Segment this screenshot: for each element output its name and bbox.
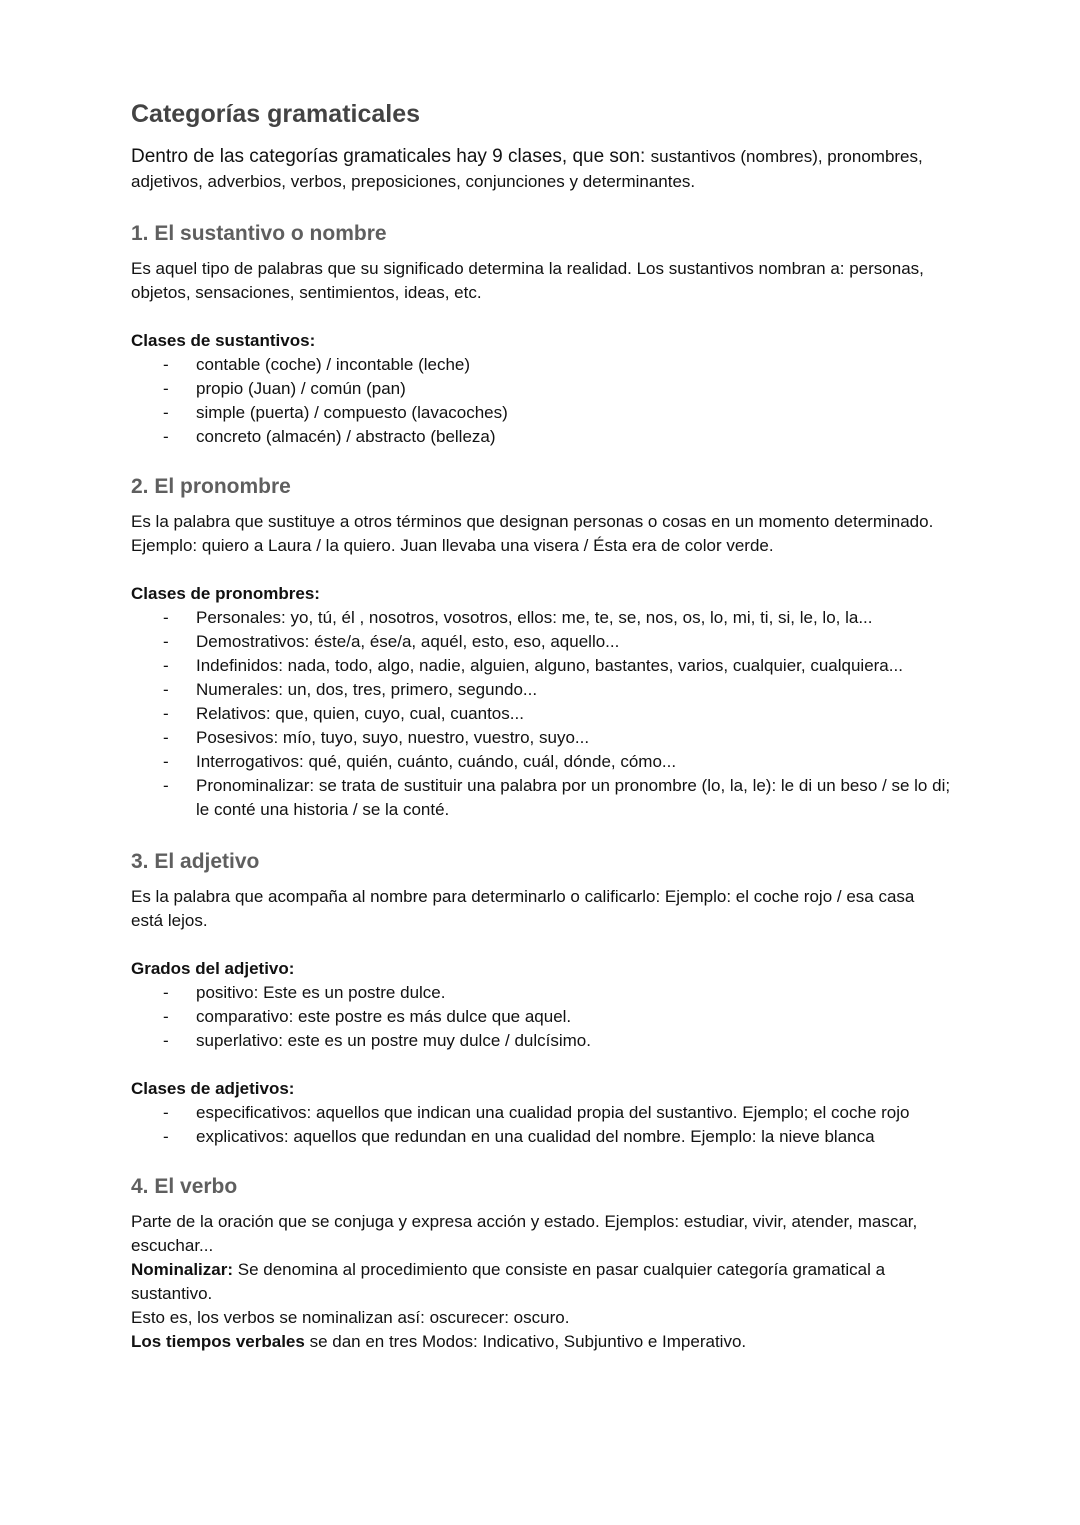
tiempos-paragraph — [131, 1330, 951, 1354]
section-paragraph: Es la palabra que acompaña al nombre para determinarlo o calificarlo: Ejemplo: el coche rojo / esa casa está lejos. — [131, 887, 915, 930]
section-verbo — [131, 1173, 951, 1354]
list-item: - Demostrativos: éste/a, ése/a, aquél, esto, eso, aquello... — [131, 630, 951, 654]
list-item: - explicativos: aquellos que redundan en una cualidad del nombre. Ejemplo: la nieve blanca — [131, 1125, 951, 1149]
list-item: - Numerales: un, dos, tres, primero, segundo... — [131, 678, 951, 702]
list-title: Grados del adjetivo: — [131, 959, 295, 978]
list-item: - Posesivos: mío, tuyo, suyo, nuestro, vuestro, suyo... — [131, 726, 951, 750]
section-heading: 2. El pronombre — [131, 475, 291, 498]
list-item: - Personales: yo, tú, él , nosotros, vosotros, ellos: me, te, se, nos, os, lo, mi, ti, si, le, lo, la... — [131, 606, 951, 630]
list-item: - propio (Juan) / común (pan) — [131, 377, 951, 401]
section-adjetivo — [131, 848, 951, 1149]
section-heading: 4. El verbo — [131, 1175, 238, 1198]
list-item: - Pronominalizar: se trata de sustituir una palabra por un pronombre (lo, la, le): le di un beso / se lo di; le conté una historia / se la conté. — [131, 774, 951, 822]
pronombre-classes-list — [131, 606, 951, 822]
intro-paragraph — [131, 144, 951, 194]
nominalizar-example: Esto es, los verbos se nominalizan así: oscurecer: oscuro. — [131, 1308, 570, 1327]
page-title: Categorías gramaticales — [131, 100, 421, 128]
list-item: - positivo: Este es un postre dulce. — [131, 981, 951, 1005]
document — [131, 98, 951, 1354]
section-heading: 3. El adjetivo — [131, 850, 260, 873]
list-title: Clases de adjetivos: — [131, 1079, 295, 1098]
section-heading: 1. El sustantivo o nombre — [131, 222, 387, 245]
nominalizar-text: Se denomina al procedimiento que consiste en pasar cualquier categoría gramatical a sustantivo. — [131, 1260, 886, 1303]
list-title: Clases de pronombres: — [131, 584, 320, 603]
list-item: - contable (coche) / incontable (leche) — [131, 353, 951, 377]
list-item: - Relativos: que, quien, cuyo, cual, cuantos... — [131, 702, 951, 726]
list-item: - simple (puerta) / compuesto (lavacoches) — [131, 401, 951, 425]
list-title: Clases de sustantivos: — [131, 331, 316, 350]
adjetivo-classes-list — [131, 1101, 951, 1149]
section-paragraph: Parte de la oración que se conjuga y expresa acción y estado. Ejemplos: estudiar, vivir, atender, mascar, escuchar... — [131, 1212, 918, 1255]
list-item: - concreto (almacén) / abstracto (belleza) — [131, 425, 951, 449]
tiempos-text: se dan en tres Modos: Indicativo, Subjuntivo e Imperativo. — [304, 1332, 747, 1351]
list-item: - comparativo: este postre es más dulce que aquel. — [131, 1005, 951, 1029]
adjetivo-grades-list — [131, 981, 951, 1053]
section-sustantivo — [131, 220, 951, 449]
section-paragraph: Es aquel tipo de palabras que su significado determina la realidad. Los sustantivos nombran a: personas, objetos, sensaciones, sentimientos, ideas, etc. — [131, 259, 924, 302]
section-pronombre — [131, 473, 951, 822]
section-paragraph: Es la palabra que sustituye a otros términos que designan personas o cosas en un momento determinado. Ejemplo: quiero a Laura / la quiero. Juan llevaba una visera / Ésta era de color verde. — [131, 512, 934, 555]
intro-lead: Dentro de las categorías gramaticales hay 9 clases, que son: — [131, 146, 651, 167]
intro-categories: sustantivos (nombres), pronombres, adjetivos, adverbios, verbos, preposiciones, conjunciones y determinantes. — [131, 147, 923, 191]
sustantivo-classes-list — [131, 353, 951, 449]
list-item: - especificativos: aquellos que indican una cualidad propia del sustantivo. Ejemplo; el coche rojo — [131, 1101, 951, 1125]
nominalizar-label: Nominalizar: — [131, 1260, 234, 1279]
nominalizar-paragraph — [131, 1258, 951, 1306]
tiempos-label: Los tiempos verbales — [131, 1332, 305, 1351]
list-item: - Interrogativos: qué, quién, cuánto, cuándo, cuál, dónde, cómo... — [131, 750, 951, 774]
list-item: - Indefinidos: nada, todo, algo, nadie, alguien, alguno, bastantes, varios, cualquier, cualquiera... — [131, 654, 951, 678]
list-item: - superlativo: este es un postre muy dulce / dulcísimo. — [131, 1029, 951, 1053]
